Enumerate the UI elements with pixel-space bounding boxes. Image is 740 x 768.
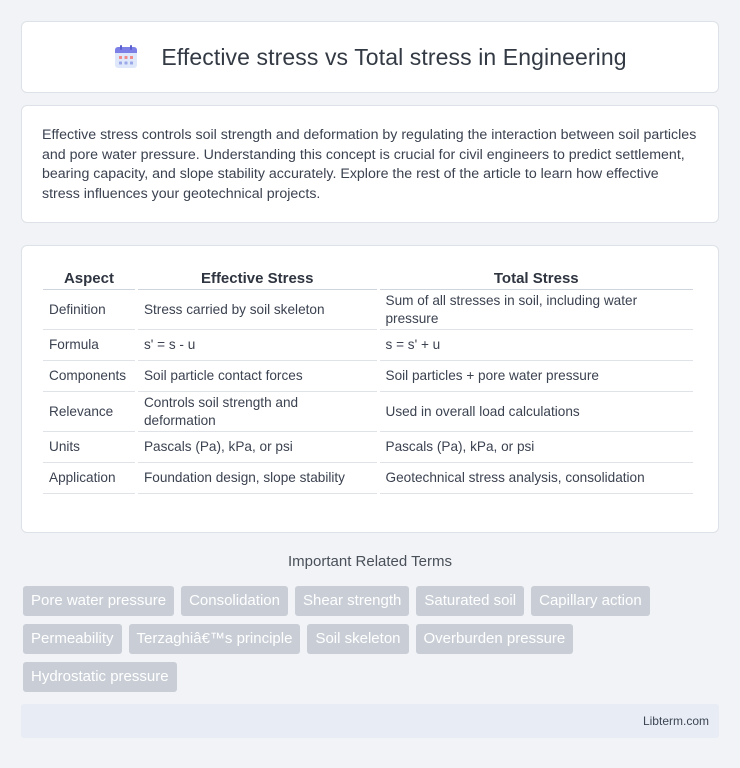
intro-text: Effective stress controls soil strength and deformation by regulating the interaction between soil particles and pore water pressure. Understanding this concept is crucial for civil engineers to predict settlement, bearing capacity, and slope stability accurately. Explore the rest of the article to learn how effective stress influences your geotechnical projects.: [42, 127, 697, 202]
table-cell: Used in overall load calculations: [380, 392, 694, 432]
table-cell: Sum of all stresses in soil, including water pressure: [380, 290, 694, 330]
footer-site-link[interactable]: Libterm.com: [642, 714, 709, 728]
related-terms-list: [23, 586, 713, 692]
related-term-tag[interactable]: Terzaghiâ€™s principle: [129, 624, 301, 654]
table-cell: Pascals (Pa), kPa, or psi: [380, 432, 694, 463]
page-title: Effective stress vs Total stress in Engineering: [161, 43, 627, 70]
column-header-aspect: Aspect: [43, 266, 135, 290]
comparison-table: [40, 266, 696, 494]
table-row: [43, 392, 693, 432]
related-term-tag[interactable]: Pore water pressure: [23, 586, 174, 616]
table-cell: Soil particle contact forces: [138, 361, 377, 392]
related-term-tag[interactable]: Shear strength: [295, 586, 409, 616]
table-cell: Units: [43, 432, 135, 463]
table-cell: Controls soil strength and deformation: [138, 392, 377, 432]
column-header-effective-stress: Effective Stress: [138, 266, 377, 290]
table-cell: Stress carried by soil skeleton: [138, 290, 377, 330]
table-header-row: [43, 266, 693, 290]
comparison-table-card: [21, 245, 719, 533]
table-cell: Geotechnical stress analysis, consolidation: [380, 463, 694, 494]
table-cell: Relevance: [43, 392, 135, 432]
column-header-total-stress: Total Stress: [380, 266, 694, 290]
calendar-icon: [113, 44, 139, 70]
related-term-tag[interactable]: Soil skeleton: [307, 624, 408, 654]
table-row: [43, 432, 693, 463]
intro-card: [21, 105, 719, 223]
title-card: [21, 21, 719, 93]
table-cell: s = s' + u: [380, 330, 694, 361]
table-row: [43, 290, 693, 330]
table-cell: Definition: [43, 290, 135, 330]
related-term-tag[interactable]: Permeability: [23, 624, 122, 654]
table-cell: Soil particles + pore water pressure: [380, 361, 694, 392]
related-term-tag[interactable]: Consolidation: [181, 586, 288, 616]
table-row: [43, 361, 693, 392]
related-term-tag[interactable]: Hydrostatic pressure: [23, 662, 177, 692]
related-term-tag[interactable]: Overburden pressure: [416, 624, 574, 654]
table-cell: Application: [43, 463, 135, 494]
related-term-tag[interactable]: Capillary action: [531, 586, 650, 616]
table-cell: Foundation design, slope stability: [138, 463, 377, 494]
related-term-tag[interactable]: Saturated soil: [416, 586, 524, 616]
table-cell: Components: [43, 361, 135, 392]
table-cell: Formula: [43, 330, 135, 361]
table-cell: s' = s - u: [138, 330, 377, 361]
table-row: [43, 330, 693, 361]
footer: [21, 704, 719, 738]
table-cell: Pascals (Pa), kPa, or psi: [138, 432, 377, 463]
related-terms-title: Important Related Terms: [288, 553, 452, 570]
table-row: [43, 463, 693, 494]
